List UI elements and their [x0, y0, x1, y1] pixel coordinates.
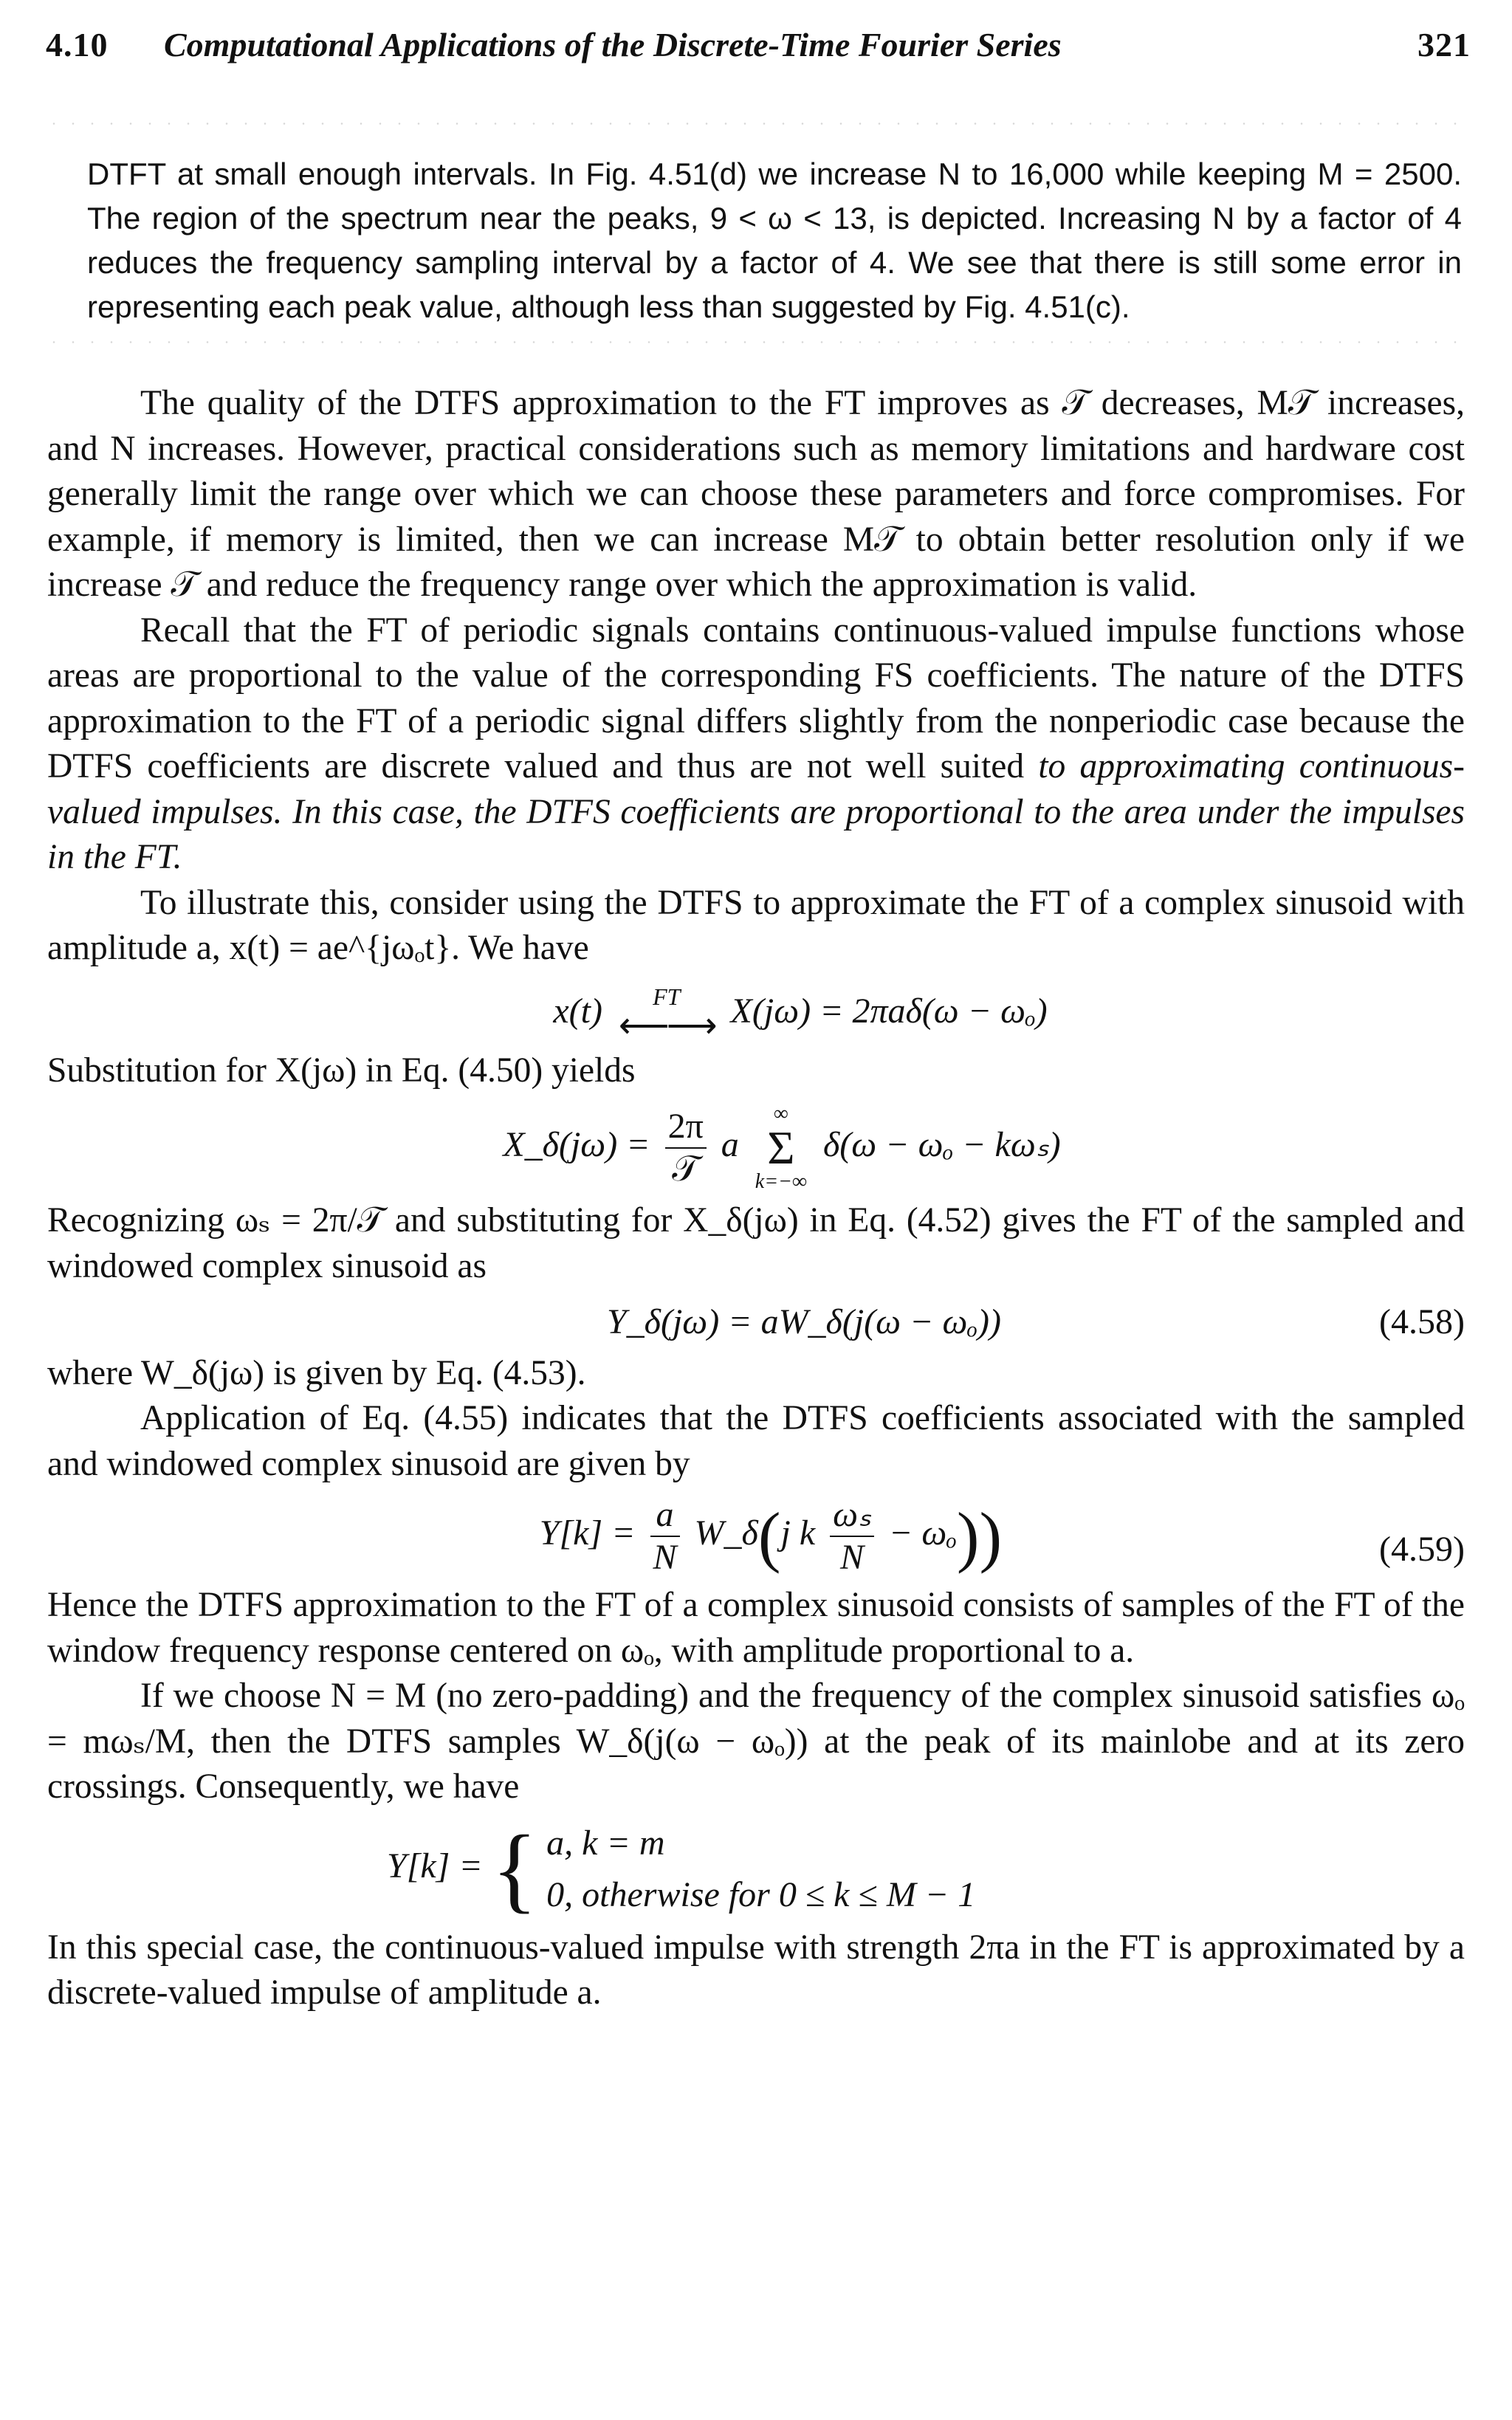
page-number: 321 — [1418, 26, 1471, 63]
double-arrow-icon: ⟵⟶ — [618, 1006, 715, 1045]
sum-upper-limit: ∞ — [773, 1102, 788, 1125]
case-two: 0, otherwise for 0 ≤ k ≤ M − 1 — [546, 1874, 976, 1914]
eq-xdelta-term: δ(ω − ωₒ − kωₛ) — [822, 1125, 1061, 1165]
eq-ft-left: x(t) — [553, 991, 602, 1031]
section-number: 4.10 — [46, 26, 109, 63]
eq459-window: W_δ — [694, 1513, 758, 1553]
fraction-denominator: 𝒯 — [672, 1149, 700, 1189]
paragraph-periodic-text: Recall that the FT of periodic signals contains continuous-valued impulse functions whose areas are proportional to the value of the corresponding FS coefficients. The nature of the DTFS approximation to the FT of a periodic signal differs slightly from the nonperiodic case because the DTFS coefficients are discrete valued and thus are not well suited — [47, 611, 1465, 786]
paragraph-quality: The quality of the DTFS approximation to the FT improves as 𝒯 decreases, M𝒯 increases, and N increases. However, practical considerations such as memory limitations and hardware cost generally limit the range over which we can choose these parameters and force compromises. For example, if memory is limited, then we can increase M𝒯 to obtain better resolution only if we increase 𝒯 and reduce the frequency range over which the approximation is valid. — [47, 384, 1465, 604]
eq459-jk: j k — [780, 1513, 816, 1553]
cases-list — [546, 1818, 975, 1921]
paragraph-application: Application of Eq. (4.55) indicates that the DTFS coefficients associated with the sampled and windowed complex sinusoid are given by — [47, 1399, 1465, 1483]
section-title: Computational Applications of the Discrete-Time Fourier Series — [164, 26, 1062, 63]
eq-xdelta-fraction — [665, 1109, 707, 1187]
ft-arrow-label: FT — [653, 983, 681, 1010]
paragraph-choose: If we choose N = M (no zero-padding) and the frequency of the complex sinusoid satisfies ωₒ = mωₛ/M, then the DTFS samples W_δ(j(ω − ωₒ)) at the peak of its mainlobe and at its zero crossings. Consequently, we have — [47, 1677, 1465, 1806]
paragraph-periodic-emphasis: to approximating continuous-valued impulses. In this case, the DTFS coefficients are proportional to the area under the impulses in the FT. — [47, 747, 1465, 876]
eq-xdelta-a: a — [721, 1125, 739, 1165]
paragraph-hence: Hence the DTFS approximation to the FT of a complex sinusoid consists of samples of the FT of the window frequency response centered on ωₒ, with amplitude proportional to a. — [47, 1586, 1465, 1670]
equation-number-4-59: (4.59) — [1379, 1530, 1465, 1569]
eq459-inner-den: N — [840, 1538, 865, 1577]
sum-lower-limit: k=−∞ — [755, 1170, 807, 1193]
paragraph-substitution: Substitution for X(jω) in Eq. (4.50) yields — [47, 1051, 636, 1090]
main-text — [47, 381, 1465, 2016]
equation-xdelta — [47, 1104, 1465, 1192]
eq458-body: Y_δ(jω) = aW_δ(j(ω − ωₒ)) — [606, 1302, 1002, 1341]
eq459-fraction — [650, 1497, 680, 1575]
example-continuation: DTFT at small enough intervals. In Fig. 4.51(d) we increase N to 16,000 while keeping M = 2500. The region of the spectrum near the peaks, 9 < ω < 13, is depicted. Increasing N by a factor of 4 reduces the frequency sampling interval by a factor of 4. We see that there is still some error in representing each peak value, although less than suggested by Fig. 4.51(c). — [87, 157, 1462, 324]
equation-4-58 — [47, 1299, 1465, 1345]
eq459-left: Y[k] = — [539, 1513, 636, 1553]
ft-arrow — [619, 985, 715, 1044]
equation-4-59: Y[k] = $\frac{a}{N}$ W_δ(j k $\frac{\text{ωₛ}}{N}$ − ωₒ)) (4.59) — [539, 1495, 1465, 1577]
equation-ft-pair — [47, 985, 1465, 1044]
case-one: a, k = m — [546, 1823, 665, 1863]
fraction-numerator: 2π — [665, 1109, 707, 1149]
paragraph-recognizing: Recognizing ωₛ = 2π/𝒯 and substituting for X_δ(jω) in Eq. (4.52) gives the FT of the sampled and windowed complex sinusoid as — [47, 1201, 1465, 1285]
eq-ft-right: X(jω) = 2πaδ(ω − ωₒ) — [730, 991, 1048, 1031]
left-brace-icon: { — [491, 1815, 538, 1922]
paragraph-illustrate: To illustrate this, consider using the DTFS to approximate the FT of a complex sinusoid with amplitude a, x(t) = ae^{jωₒt}. We have — [47, 883, 1465, 967]
example-bottom-rule — [44, 341, 1468, 343]
running-header — [46, 25, 1471, 72]
eq459-frac-den: N — [653, 1538, 677, 1577]
sigma-icon: Σ — [767, 1121, 795, 1174]
paragraph-where: where W_δ(jω) is given by Eq. (4.53). — [47, 1353, 586, 1392]
eq459-inner-num: ωₛ — [830, 1497, 874, 1537]
paragraph-special-case: In this special case, the continuous-valued impulse with strength 2πa in the FT is approximated by a discrete-valued impulse of amplitude a. — [47, 1928, 1465, 2012]
eq-xdelta-left: X_δ(jω) = — [503, 1125, 650, 1165]
equation-number-4-58: (4.58) — [1379, 1302, 1465, 1341]
equation-cases — [47, 1815, 1465, 1922]
eq459-tail: − ωₒ — [888, 1513, 957, 1553]
cases-left: Y[k] = — [387, 1846, 483, 1886]
summation — [755, 1104, 807, 1192]
eq459-inner-fraction — [830, 1497, 874, 1575]
paragraph-periodic — [47, 608, 1465, 881]
example-top-rule — [44, 123, 1468, 125]
eq459-frac-num: a — [650, 1497, 680, 1537]
